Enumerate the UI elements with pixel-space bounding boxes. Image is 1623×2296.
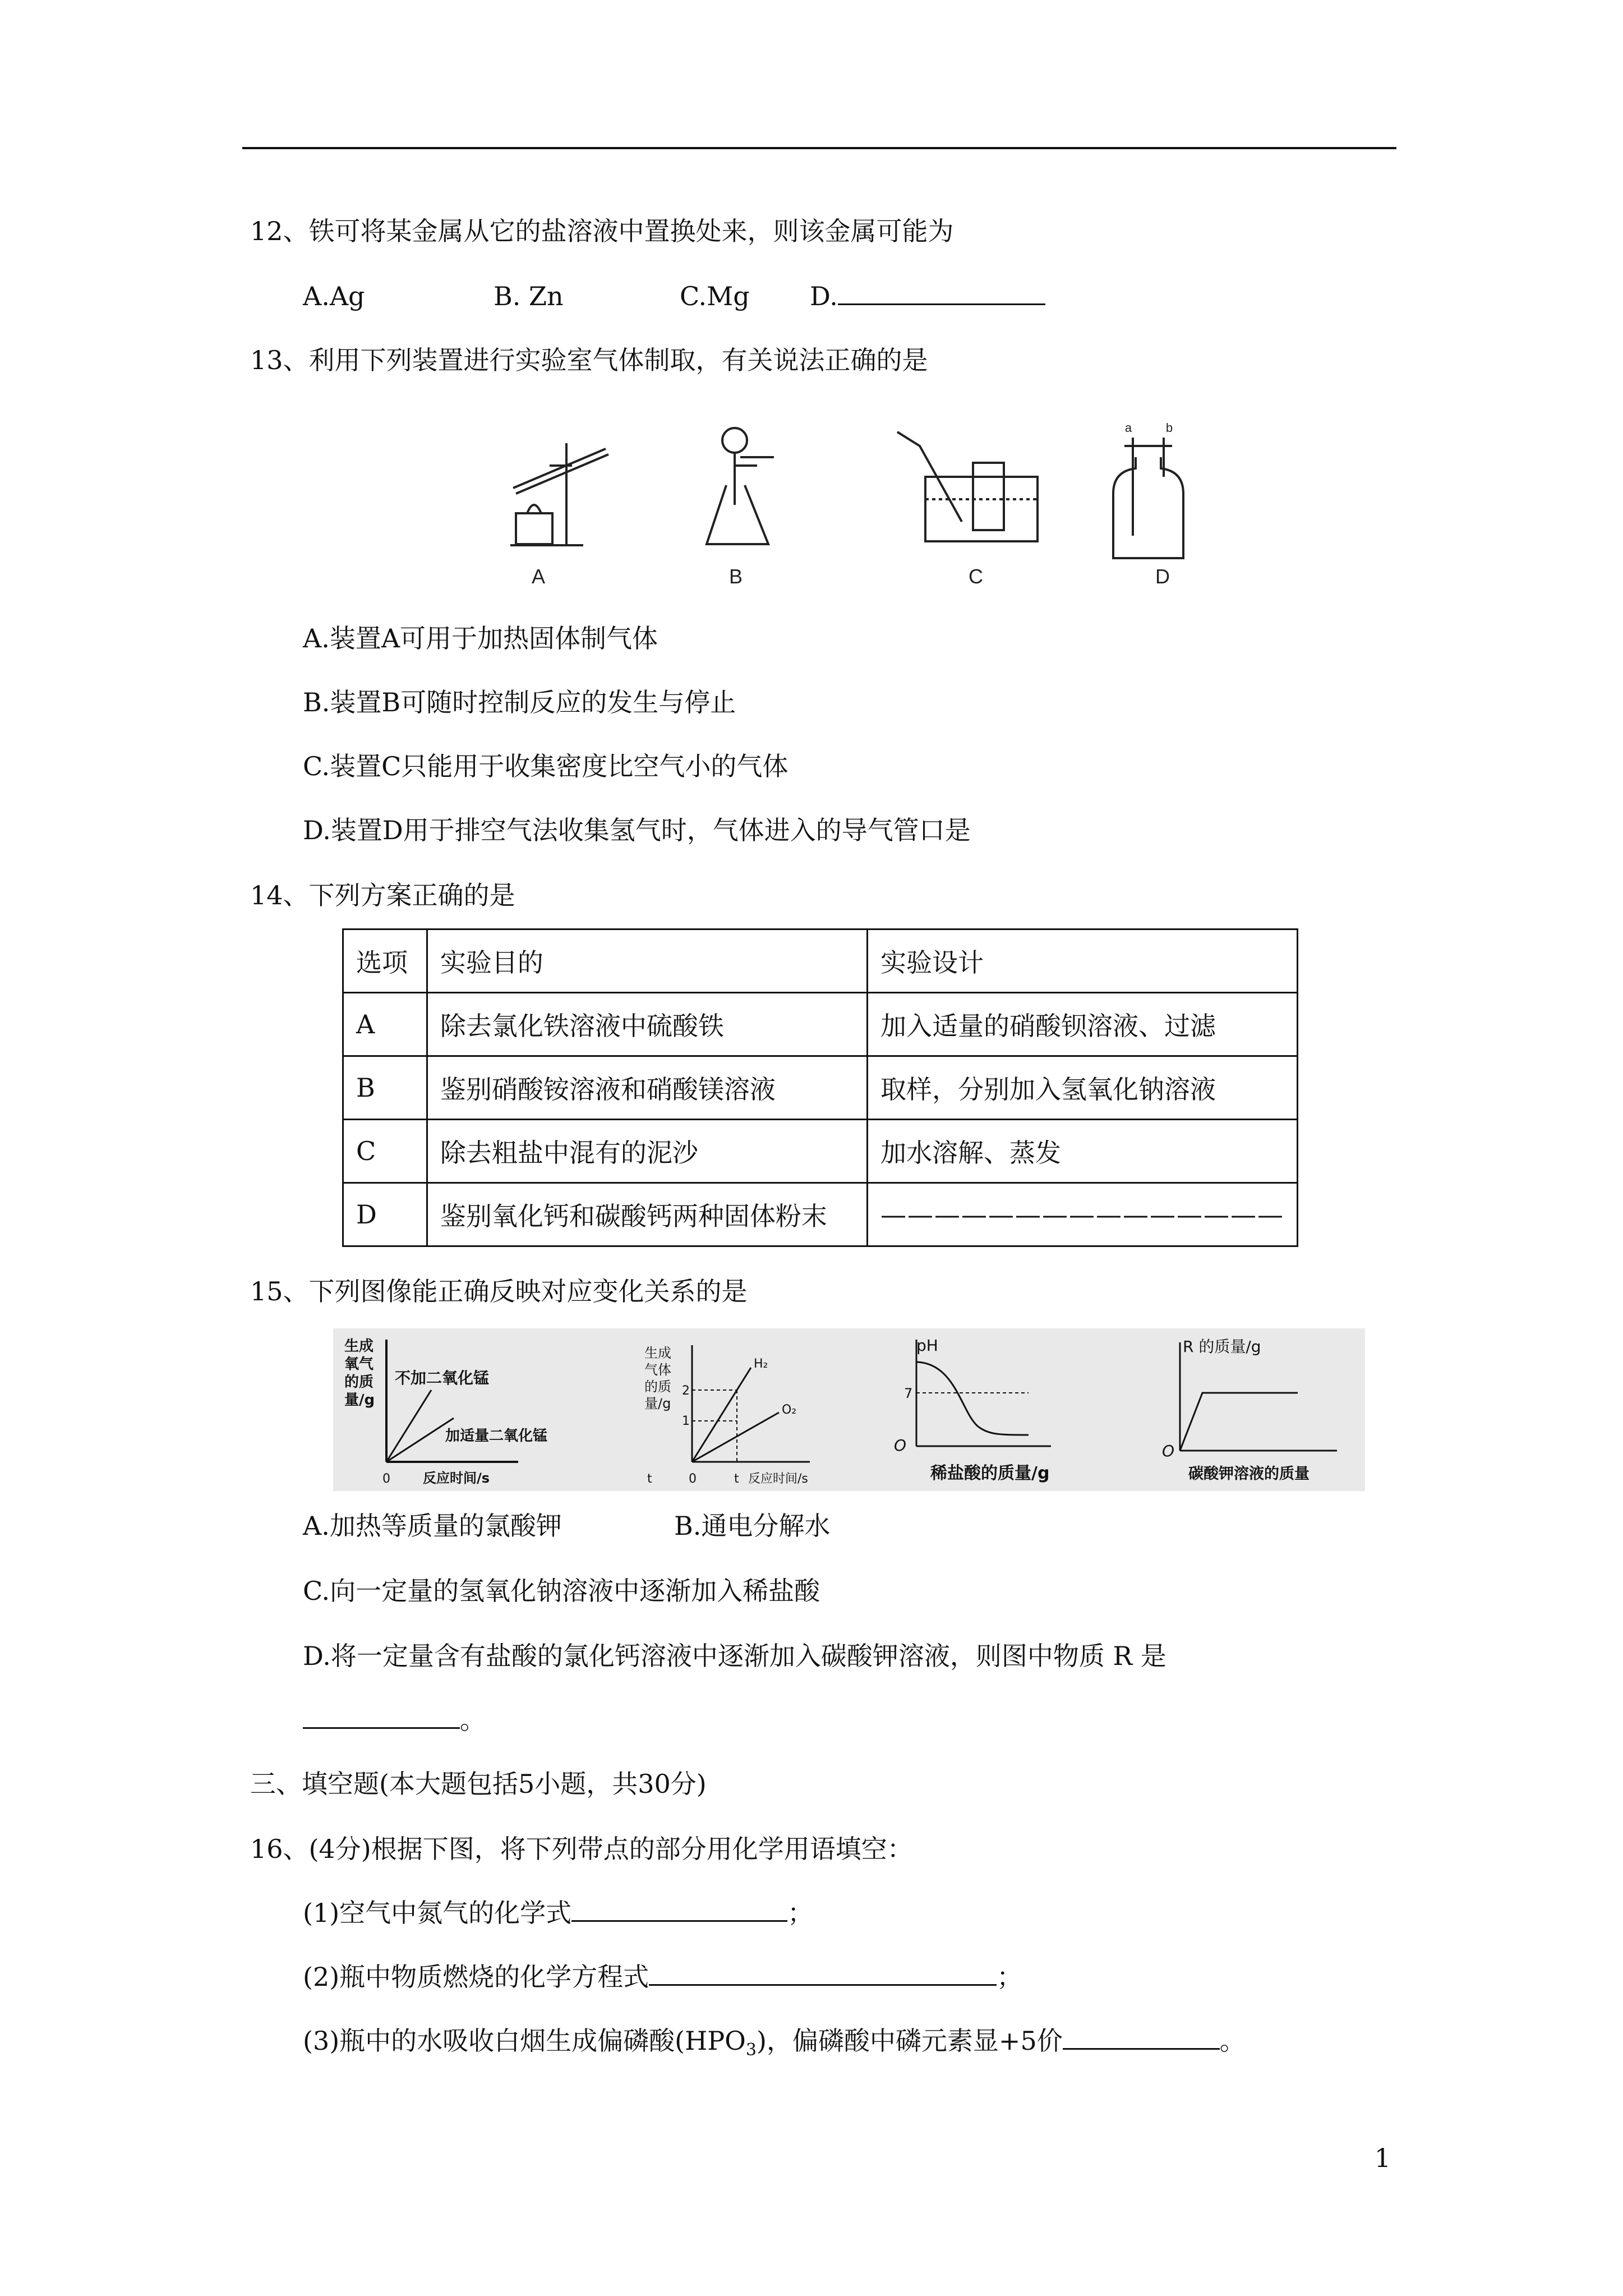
svg-text:生成: 生成 — [344, 1338, 374, 1355]
q13-option-d: D.装置D用于排空气法收集氢气时，气体进入的导气管口是 — [303, 815, 971, 845]
table-cell: C — [343, 1120, 427, 1183]
table-cell: 鉴别硝酸铵溶液和硝酸镁溶液 — [427, 1056, 867, 1120]
svg-text:2: 2 — [682, 1384, 690, 1398]
table-header-cell: 选项 — [343, 930, 427, 993]
q15-option-b: B.通电分解水 — [674, 1511, 831, 1541]
svg-text:R 的质量/g: R 的质量/g — [1183, 1337, 1261, 1356]
tube-label-a: a — [1124, 421, 1132, 435]
svg-text:稀盐酸的质量/g: 稀盐酸的质量/g — [930, 1464, 1050, 1483]
svg-text:量/g: 量/g — [644, 1396, 671, 1411]
header-rule — [242, 147, 1396, 149]
q12-option-c: C.Mg — [680, 281, 750, 311]
svg-text:O: O — [894, 1436, 907, 1455]
svg-text:反应时间/s: 反应时间/s — [423, 1470, 490, 1486]
q15-option-c: C.向一定量的氢氧化钠溶液中逐渐加入稀盐酸 — [303, 1576, 820, 1606]
svg-text:t: t — [647, 1472, 652, 1486]
q15-option-d: D.将一定量含有盐酸的氯化钙溶液中逐渐加入碳酸钾溶液，则图中物质 R 是 — [303, 1641, 1166, 1671]
answer-blank — [838, 281, 1045, 305]
table-cell: 加入适量的硝酸钡溶液、过滤 — [868, 993, 1298, 1056]
table-header-cell: 实验目的 — [427, 930, 867, 993]
svg-text:不加二氧化锰: 不加二氧化锰 — [395, 1369, 490, 1387]
table-row — [343, 993, 1298, 1056]
svg-text:0: 0 — [689, 1472, 697, 1486]
apparatus-d-icon — [1113, 438, 1183, 558]
apparatus-label-b: B — [728, 565, 743, 588]
table-cell: A — [343, 993, 427, 1056]
q16-sub2: (2)瓶中物质燃烧的化学方程式 ； — [303, 1962, 1023, 1992]
q15-option-a: A.加热等质量的氯酸钾 — [303, 1511, 562, 1541]
apparatus-label-c: C — [969, 565, 983, 588]
q12-stem: 12、铁可将某金属从它的盐溶液中置换处来，则该金属可能为 — [250, 216, 954, 246]
answer-blank — [571, 1898, 787, 1922]
answer-blank — [1063, 2026, 1220, 2050]
svg-text:生成: 生成 — [644, 1345, 671, 1361]
svg-text:反应时间/s: 反应时间/s — [748, 1472, 808, 1486]
svg-text:pH: pH — [916, 1336, 938, 1355]
page-number: 1 — [1374, 2143, 1391, 2173]
table-cell: 除去氯化铁溶液中硫酸铁 — [427, 993, 867, 1056]
table-cell: D — [343, 1183, 427, 1246]
apparatus-b-icon — [707, 428, 774, 544]
q15-option-d-blank-line: 。 — [303, 1703, 486, 1737]
table-cell: ——————————————— — [868, 1183, 1298, 1246]
q16-sub3: (3)瓶中的水吸收白烟生成偏磷酸$(HPO_3)$，偏磷酸中磷元素显+5价 。 — [303, 2026, 1246, 2060]
svg-text:O₂: O₂ — [782, 1403, 797, 1417]
svg-text:1: 1 — [682, 1414, 690, 1428]
section-title: 三、填空题(本大题包括5小题，共30分) — [250, 1769, 707, 1799]
svg-text:0: 0 — [382, 1472, 390, 1486]
table-header-row — [343, 930, 1298, 993]
tube-label-b: b — [1165, 421, 1173, 435]
q13-option-b: B.装置B可随时控制反应的发生与停止 — [303, 687, 736, 717]
q16-stem: 16、(4分)根据下图，将下列带点的部分用化学用语填空： — [250, 1834, 913, 1864]
table-header-cell: 实验设计 — [868, 930, 1298, 993]
apparatus-a-icon — [510, 443, 608, 545]
q13-option-a: A.装置A可用于加热固体制气体 — [303, 623, 658, 654]
svg-text:的质: 的质 — [644, 1379, 671, 1395]
q16-sub1: (1)空气中氮气的化学式 ； — [303, 1898, 814, 1928]
svg-text:碳酸钾溶液的质量: 碳酸钾溶液的质量 — [1188, 1465, 1310, 1483]
apparatus-label-a: A — [531, 565, 546, 588]
q13-apparatus-figure — [494, 415, 1223, 595]
svg-text:H₂: H₂ — [754, 1357, 768, 1371]
apparatus-label-d: D — [1155, 565, 1170, 588]
q14-stem: 14、下列方案正确的是 — [250, 880, 515, 910]
svg-text:加适量二氧化锰: 加适量二氧化锰 — [445, 1428, 548, 1444]
svg-text:氧气: 氧气 — [344, 1356, 374, 1373]
q15-stem: 15、下列图像能正确反映对应变化关系的是 — [250, 1276, 748, 1306]
table-cell: 加水溶解、蒸发 — [868, 1120, 1298, 1183]
table-cell: 鉴别氧化钙和碳酸钙两种固体粉末 — [427, 1183, 867, 1246]
table-cell: B — [343, 1056, 427, 1120]
q15-graphs-figure — [333, 1328, 1365, 1491]
table-row — [343, 1183, 1298, 1246]
q12-option-b: B. Zn — [494, 281, 564, 311]
q12-option-a: A.Ag — [303, 281, 365, 311]
svg-text:7: 7 — [904, 1386, 913, 1401]
answer-blank — [303, 1705, 460, 1729]
svg-text:气体: 气体 — [644, 1362, 671, 1378]
q12-option-d: D. — [810, 279, 1045, 313]
table-cell: 取样，分别加入氢氧化钠溶液 — [868, 1056, 1298, 1120]
svg-text:量/g: 量/g — [344, 1392, 375, 1409]
svg-text:的质: 的质 — [344, 1374, 374, 1391]
table-row — [343, 1056, 1298, 1120]
apparatus-c-icon — [897, 432, 1038, 541]
q13-stem: 13、利用下列装置进行实验室气体制取，有关说法正确的是 — [250, 345, 928, 375]
table-row — [343, 1120, 1298, 1183]
q14-table — [342, 928, 1298, 1247]
table-cell: 除去粗盐中混有的泥沙 — [427, 1120, 867, 1183]
svg-text:t: t — [734, 1472, 739, 1486]
q13-option-c: C.装置C只能用于收集密度比空气小的气体 — [303, 751, 789, 781]
svg-text:O: O — [1162, 1442, 1175, 1460]
answer-blank — [649, 1962, 997, 1986]
